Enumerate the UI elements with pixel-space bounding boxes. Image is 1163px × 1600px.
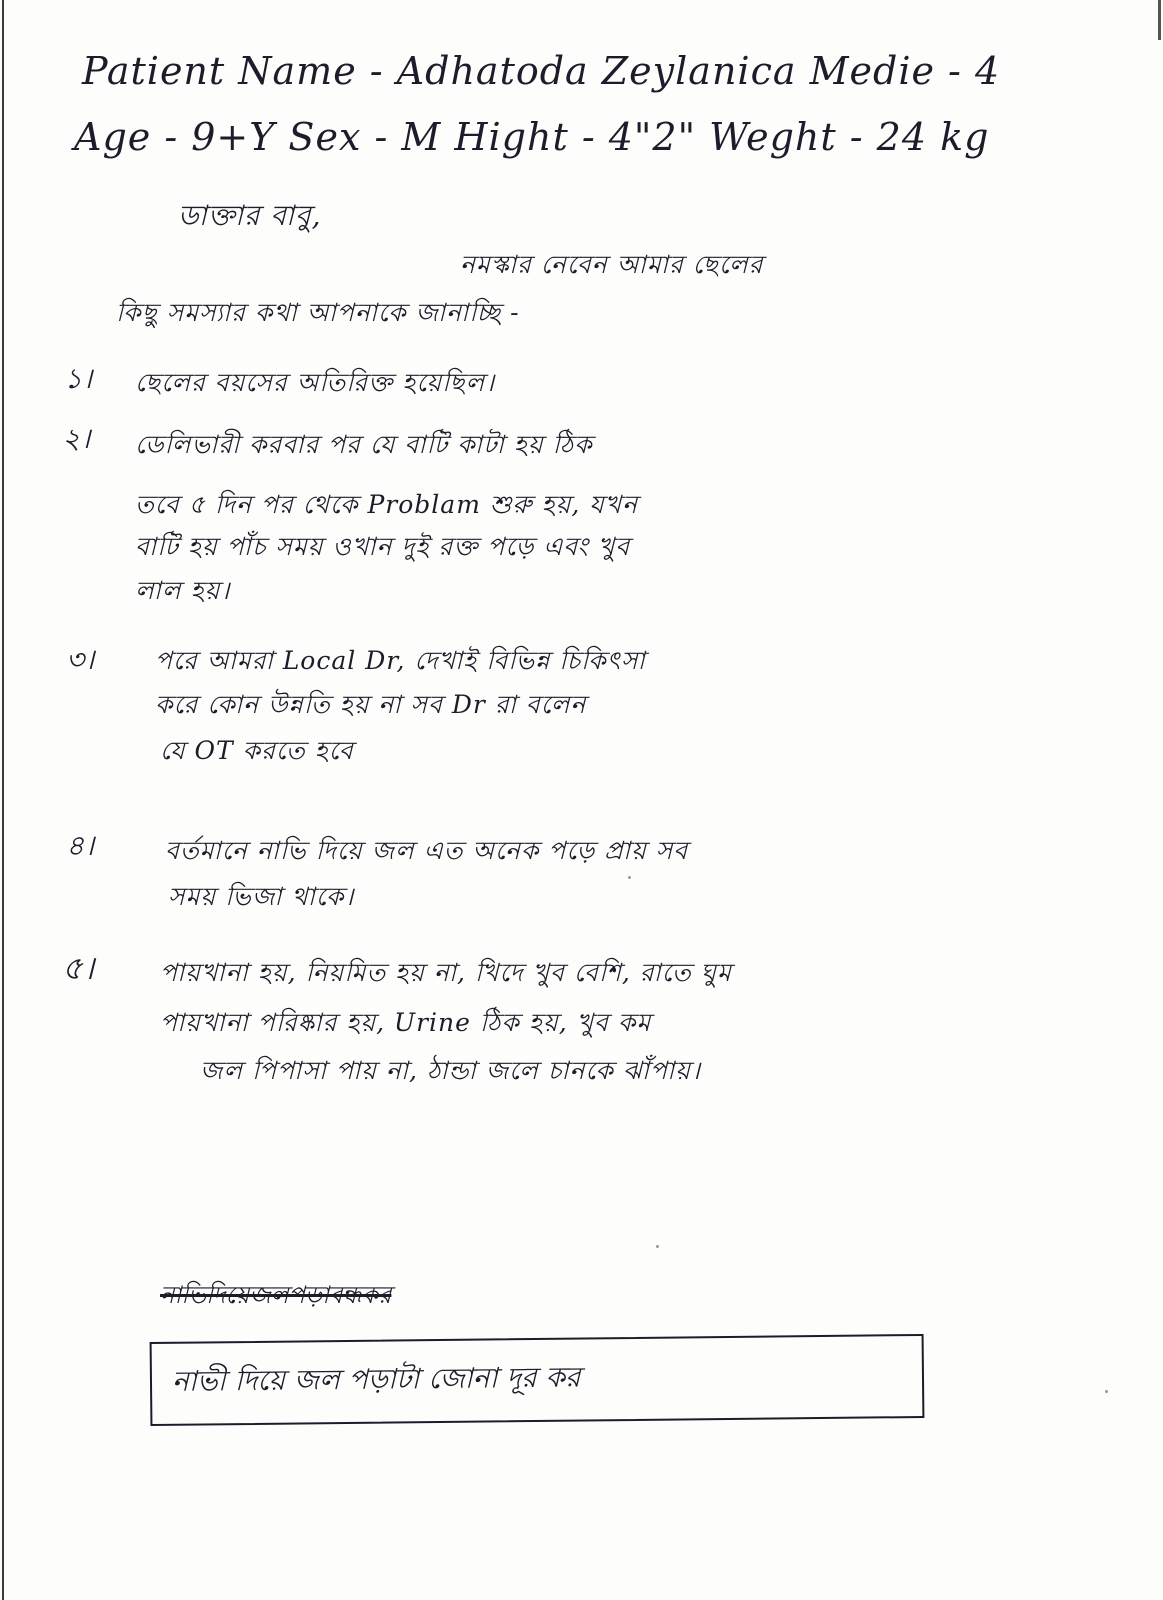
intro-line-2: কিছু সমস্যার কথা আপনাকে জানাচ্ছি - [116, 298, 520, 327]
patient-details-line: Age - 9+Y Sex - M Hight - 4"2" Weght - 24 kg [74, 115, 990, 159]
struck-out-text: নাভিদিয়েজলপড়াবন্ধকর [160, 1281, 392, 1309]
scan-speck [1105, 1390, 1108, 1393]
point-1-line-1: ছেলের বয়সের অতিরিক্ত হয়েছিল। [135, 368, 496, 397]
point-5-line-1: পায়খানা হয়, নিয়মিত হয় না, খিদে খুব বেশি, রাতে ঘুম [160, 958, 732, 987]
boxed-note-text: নাভী দিয়ে জল পড়াটা জোনা দূর কর [171, 1360, 581, 1398]
point-3-line-3: যে OT করতে হবে [160, 736, 354, 765]
intro-line-1: নমস্কার নেবেন আমার ছেলের [460, 250, 764, 279]
point-3-line-2: করে কোন উন্নতি হয় না সব Dr রা বলেন [155, 690, 587, 719]
boxed-note [150, 1334, 925, 1426]
scan-edge-line [2, 0, 4, 1600]
point-number-1: ১। [64, 362, 93, 395]
point-5-line-2: পায়খানা পরিষ্কার হয়, Urine ঠিক হয়, খুব কম [160, 1008, 652, 1037]
greeting: ডাক্তার বাবু, [178, 199, 322, 232]
point-2-line-3: বাটি হয় পাঁচ সময় ওখান দুই রক্ত পড়ে এবং খুব [135, 532, 631, 561]
patient-name-line: Patient Name - Adhatoda Zeylanica Medie - 4 [82, 49, 1001, 93]
point-number-3: ৩। [66, 643, 95, 676]
point-4-line-2: সময় ভিজা থাকে। [168, 882, 355, 911]
point-5-line-3: জল পিপাসা পায় না, ঠান্ডা জলে চানকে ঝাঁপায়। [200, 1056, 701, 1085]
point-number-4: ৪। [66, 829, 95, 862]
scan-speck [628, 876, 631, 879]
point-3-line-1: পরে আমরা Local Dr, দেখাই বিভিন্ন চিকিৎসা [155, 646, 646, 675]
point-4-line-1: বর্তমানে নাভি দিয়ে জল এত অনেক পড়ে প্রায় সব [165, 836, 689, 865]
point-number-5: ৫। [62, 949, 95, 987]
point-number-2: ২। [62, 422, 91, 455]
scan-speck [656, 1245, 659, 1248]
point-2-line-4: লাল হয়। [135, 576, 231, 605]
point-2-line-2: তবে ৫ দিন পর থেকে Problam শুরু হয়, যখন [135, 490, 638, 519]
scan-edge-mark [1158, 0, 1161, 40]
point-2-line-1: ডেলিভারী করবার পর যে বাটি কাটা হয় ঠিক [135, 430, 593, 459]
